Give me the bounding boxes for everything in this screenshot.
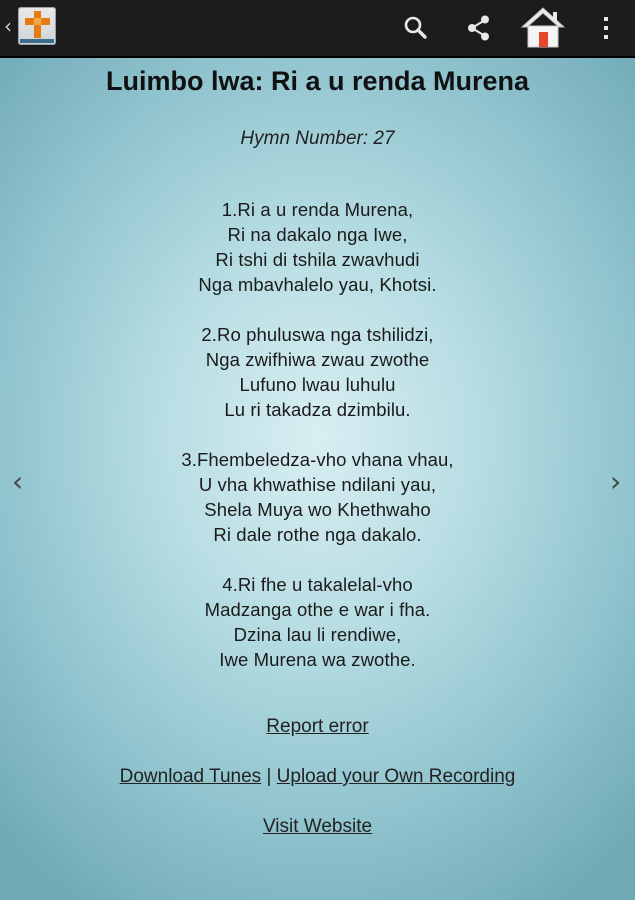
verse-4 (0, 572, 635, 672)
verse-line: Lu ri takadza dzimbilu. (224, 399, 411, 420)
verse-line: 3.Fhembeledza-vho vhana vhau, (181, 449, 454, 470)
search-icon (394, 6, 438, 50)
tunes-links-row (0, 766, 635, 788)
next-hymn-arrow[interactable]: › (610, 465, 622, 498)
home-icon (519, 4, 567, 52)
upload-recording-link[interactable]: Upload your Own Recording (276, 766, 516, 787)
visit-website-row (0, 816, 635, 838)
hymn-content (0, 58, 635, 900)
verse-line: Ri dale rothe nga dakalo. (213, 524, 422, 545)
verse-line: Shela Muya wo Khethwaho (204, 499, 431, 520)
hymn-title: Luimbo lwa: Ri a u renda Murena (105, 66, 530, 96)
overflow-menu-icon (584, 6, 628, 50)
hymn-verses (0, 197, 635, 697)
overflow-menu-button[interactable] (584, 6, 628, 50)
verse-2 (0, 322, 635, 422)
up-navigation-caret[interactable]: ‹ (4, 14, 12, 38)
verse-line: Madzanga othe e war i fha. (204, 599, 431, 620)
verse-1 (0, 197, 635, 297)
share-button[interactable] (457, 6, 501, 50)
action-bar (0, 0, 635, 58)
verse-line: Nga zwifhiwa zwau zwothe (205, 349, 430, 370)
verse-line: Nga mbavhalelo yau, Khotsi. (198, 274, 437, 295)
search-button[interactable] (394, 6, 438, 50)
link-separator: | (266, 766, 272, 787)
verse-line: Ri na dakalo nga Iwe, (227, 224, 408, 245)
download-tunes-link[interactable]: Download Tunes (119, 766, 262, 787)
verse-line: 4.Ri fhe u takalelal-vho (222, 574, 413, 595)
report-error-row (0, 716, 635, 738)
verse-line: Ri tshi di tshila zwavhudi (215, 249, 420, 270)
verse-line: 1.Ri a u renda Murena, (221, 199, 414, 220)
hymn-number: Hymn Number: 27 (240, 128, 395, 149)
verse-line: U vha khwathise ndilani yau, (198, 474, 437, 495)
app-logo-icon[interactable] (18, 7, 56, 45)
verse-3 (0, 447, 635, 547)
verse-line: Dzina lau li rendiwe, (233, 624, 402, 645)
previous-hymn-arrow[interactable]: ‹ (12, 465, 24, 498)
visit-website-link[interactable]: Visit Website (262, 816, 373, 837)
report-error-link[interactable]: Report error (266, 716, 369, 737)
home-button[interactable] (519, 4, 567, 52)
share-icon (457, 6, 501, 50)
verse-line: Iwe Murena wa zwothe. (219, 649, 416, 670)
verse-line: Lufuno lwau luhulu (239, 374, 396, 395)
verse-line: 2.Ro phuluswa nga tshilidzi, (201, 324, 434, 345)
